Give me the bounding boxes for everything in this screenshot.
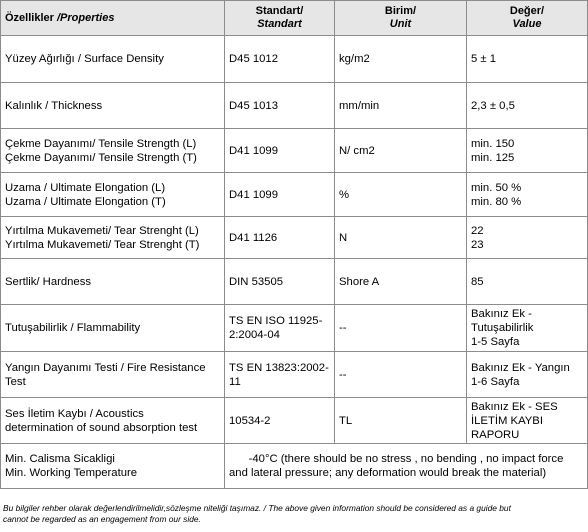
unit-cell [335,173,467,217]
property-cell [1,217,225,259]
value-line: İLETİM KAYBI [471,414,543,427]
unit-line: -- [339,368,347,381]
standard-cell [225,398,335,444]
unit-cell [335,259,467,305]
value-cell [467,259,588,305]
standard-line: D41 1099 [229,188,278,201]
value-line: min. 150 [471,137,515,150]
standard-cell [225,83,335,129]
standard-cell [225,173,335,217]
value-cell [467,352,588,398]
property-cell [1,352,225,398]
value-cell [467,129,588,173]
table-row [1,83,588,129]
value-cell [467,83,588,129]
value-line: Tutuşabilirlik [471,322,534,334]
temperature-line: and lateral pressure; any deformation would break the material) [229,467,547,479]
temperature-line: -40°C (there should be no stress , no bending , no impact force [248,453,564,465]
value-cell [467,305,588,352]
working-temperature-cell [225,444,588,489]
property-cell [1,398,225,444]
standard-line: 11 [229,375,241,388]
property-line: Yırtılma Mukavemeti/ Tear Strenght (T) [5,238,200,251]
property-line: Min. Calisma Sicakligi [5,453,115,465]
property-line: Sertlik/ Hardness [5,275,92,288]
unit-line: Shore A [339,275,380,288]
unit-cell [335,129,467,173]
standard-cell [225,352,335,398]
header-value-tr: Değer/ [509,5,545,17]
value-cell [467,217,588,259]
unit-line: kg/m2 [339,53,370,65]
disclaimer-footnote [3,503,585,525]
header-value-en: Value [512,18,542,30]
unit-cell [335,398,467,444]
value-line: 1-5 Sayfa [471,336,520,348]
unit-line: N/ cm2 [339,144,375,157]
standard-cell [225,217,335,259]
footnote-line: cannot be regarded as an engagement from our side. [3,514,201,524]
table-row [1,217,588,259]
property-line: Uzama / Ultimate Elongation (T) [5,195,166,208]
header-standard-en: Standart [257,18,302,30]
table-row [1,129,588,173]
standard-cell [225,36,335,83]
property-line: Ses İletim Kaybı / Acoustics [5,407,144,420]
table-row [1,259,588,305]
property-line: Tutuşabilirlik / Flammability [5,322,141,334]
header-standard [225,1,335,36]
table-row [1,173,588,217]
value-cell [467,36,588,83]
property-line: Uzama / Ultimate Elongation (L) [5,181,166,194]
table-row [1,398,588,444]
unit-cell [335,352,467,398]
property-line: Yırtılma Mukavemeti/ Tear Strenght (L) [5,224,199,237]
header-row [1,1,588,36]
value-line: 23 [471,238,484,251]
property-line: determination of sound absorption test [5,421,198,434]
standard-line: D41 1126 [229,231,278,244]
value-line: RAPORU [471,428,520,441]
standard-line: DIN 53505 [229,275,284,288]
standard-line: D41 1099 [229,144,278,157]
value-line: Bakınız Ek - SES [471,400,558,413]
value-line: min. 125 [471,151,515,164]
standard-line: 2:2004-04 [229,329,280,341]
value-line: 5 ± 1 [471,53,497,65]
property-cell [1,305,225,352]
header-value [467,1,588,36]
property-cell [1,173,225,217]
property-line: Kalınlık / Thickness [5,99,103,112]
property-cell [1,83,225,129]
property-line: Çekme Dayanımı/ Tensile Strength (T) [5,151,197,164]
header-unit-tr: Birim/ [384,5,417,17]
unit-cell [335,83,467,129]
header-unit [335,1,467,36]
header-unit-en: Unit [389,18,412,30]
property-cell [1,259,225,305]
value-line: 1-6 Sayfa [471,375,520,388]
table-row-working-temperature [1,444,588,489]
unit-cell [335,305,467,352]
standard-cell [225,259,335,305]
standard-line: D45 1013 [229,99,278,112]
header-standard-tr: Standart/ [255,5,304,17]
value-line: min. 80 % [471,195,522,208]
table-row [1,352,588,398]
value-line: min. 50 % [471,181,522,194]
value-line: 85 [471,275,484,288]
value-line: Bakınız Ek - [471,308,532,320]
property-line: Yüzey Ağırlığı / Surface Density [5,53,164,65]
standard-line: TS EN 13823:2002- [229,361,329,374]
unit-line: % [339,188,350,201]
value-cell [467,173,588,217]
property-line: Yangın Dayanımı Testi / Fire Resistance [5,361,206,374]
header-properties-en: /Properties [56,11,115,24]
property-cell [1,129,225,173]
value-line: 2,3 ± 0,5 [471,99,515,112]
property-line: Test [5,375,26,388]
value-line: 22 [471,224,484,237]
unit-line: TL [339,414,353,427]
standard-line: D45 1012 [229,53,278,65]
unit-line: mm/min [339,99,380,112]
property-line: Min. Working Temperature [5,467,138,479]
value-line: Bakınız Ek - Yangın [471,361,570,374]
value-cell [467,398,588,444]
property-line: Çekme Dayanımı/ Tensile Strength (L) [5,137,197,150]
header-properties [1,1,225,36]
unit-cell [335,36,467,83]
table-row [1,36,588,83]
footnote-line: Bu bilgiler rehber olarak değerlendirilmelidir,sözleşme niteliği taşımaz. / The above given information should be considered as a guide but [3,503,511,513]
table-row [1,305,588,352]
property-cell [1,36,225,83]
standard-line: 10534-2 [229,414,271,427]
standard-cell [225,129,335,173]
standard-cell [225,305,335,352]
property-cell [1,444,225,489]
unit-cell [335,217,467,259]
unit-line: N [339,231,348,244]
header-properties-tr: Özellikler [5,11,54,24]
unit-line: -- [339,322,347,334]
standard-line: TS EN ISO 11925- [229,315,323,327]
